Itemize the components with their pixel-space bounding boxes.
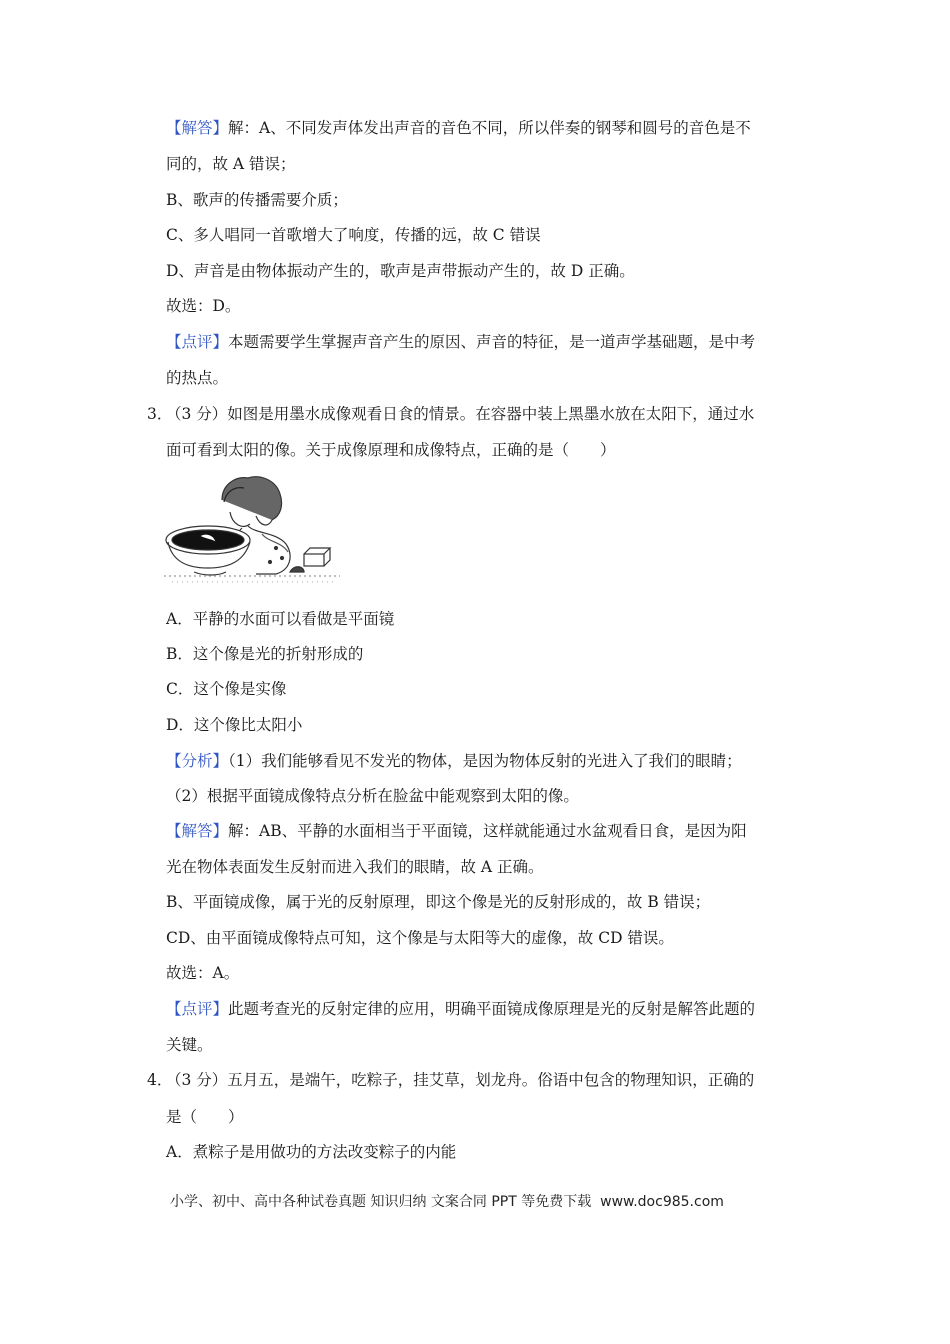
footer-url[interactable]: www.doc985.com	[600, 1194, 724, 1210]
q3-option-a: A．平静的水面可以看做是平面镜	[166, 610, 395, 628]
q3-choice: 故选：A。	[166, 964, 240, 982]
q4-option-a: A．煮粽子是用做功的方法改变粽子的内能	[166, 1143, 457, 1161]
q2-answer-line1: 【解答】解：A、不同发声体发出声音的音色不同，所以伴奏的钢琴和圆号的音色是不	[166, 119, 751, 137]
answer-tag: 【解答】	[166, 119, 229, 137]
q3-comment-line2: 关键。	[166, 1036, 213, 1054]
q2-comment-line1: 【点评】本题需要学生掌握声音产生的原因、声音的特征，是一道声学基础题，是中考	[166, 333, 756, 351]
q3-option-b: B．这个像是光的折射形成的	[166, 645, 364, 663]
comment-tag: 【点评】	[166, 333, 229, 351]
answer-tag: 【解答】	[166, 822, 229, 840]
q4-stem-line2: 是（ ）	[166, 1108, 244, 1126]
comment-tag: 【点评】	[166, 1000, 229, 1018]
q2-answer-line2: 同的，故 A 错误；	[166, 155, 296, 173]
q3-analysis-line2: （2）根据平面镜成像特点分析在脸盆中能观察到太阳的像。	[166, 787, 579, 805]
q3-number: 3．	[147, 405, 173, 423]
footer-text: 小学、初中、高中各种试卷真题 知识归纳 文案合同 PPT 等免费下载	[170, 1194, 592, 1210]
q3-comment-line1: 【点评】此题考查光的反射定律的应用，明确平面镜成像原理是光的反射是解答此题的	[166, 1000, 756, 1018]
q3-option-c: C．这个像是实像	[166, 680, 287, 698]
q2-answer-b: B、歌声的传播需要介质；	[166, 191, 348, 209]
q3-stem-line2: 面可看到太阳的像。关于成像原理和成像特点，正确的是（ ）	[166, 441, 616, 459]
q4-number: 4．	[147, 1071, 173, 1089]
q3-stem-line1: （3 分）如图是用墨水成像观看日食的情景。在容器中装上黑墨水放在太阳下，通过水	[166, 405, 755, 423]
eclipse-viewing-illustration	[164, 472, 340, 588]
q3-option-d: D．这个像比太阳小	[166, 716, 303, 734]
page-footer	[170, 1192, 810, 1212]
q4-stem-line1: （3 分）五月五，是端午，吃粽子，挂艾草，划龙舟。俗语中包含的物理知识，正确的	[166, 1071, 755, 1089]
q2-choice: 故选：D。	[166, 297, 241, 315]
q3-answer-cd: CD、由平面镜成像特点可知，这个像是与太阳等大的虚像，故 CD 错误。	[166, 929, 674, 947]
q3-answer-line2: 光在物体表面发生反射而进入我们的眼睛，故 A 正确。	[166, 858, 544, 876]
q2-comment-line2: 的热点。	[166, 369, 229, 387]
q3-answer-line1: 【解答】解：AB、平静的水面相当于平面镜，这样就能通过水盆观看日食，是因为阳	[166, 822, 747, 840]
q2-answer-d: D、声音是由物体振动产生的，歌声是声带振动产生的，故 D 正确。	[166, 262, 635, 280]
q2-answer-c: C、多人唱同一首歌增大了响度，传播的远，故 C 错误	[166, 226, 541, 244]
q3-analysis-line1: 【分析】（1）我们能够看见不发光的物体，是因为物体反射的光进入了我们的眼睛；	[166, 752, 742, 770]
analysis-tag: 【分析】	[166, 752, 229, 770]
q3-answer-b: B、平面镜成像，属于光的反射原理，即这个像是光的反射形成的，故 B 错误；	[166, 893, 711, 911]
